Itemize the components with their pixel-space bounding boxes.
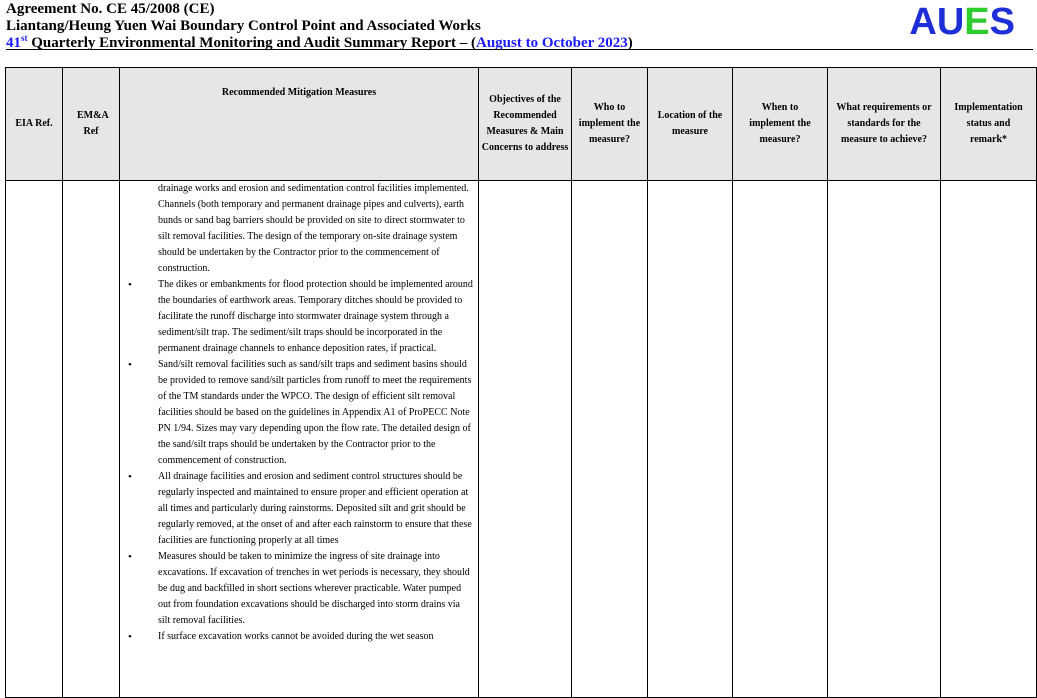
cell-who [572,181,648,698]
cell-ema-ref [63,181,120,698]
report-number-suffix: st [21,33,28,43]
report-title-close: ) [627,35,633,51]
cell-eia-ref [6,181,63,698]
col-eia-ref: EIA Ref. [6,68,63,181]
col-when: When to implement the measure? [733,68,828,181]
logo-s: S [989,1,1015,43]
list-item: • Measures should be taken to minimize the ingress of site drainage into excavations. If excavation of trenches in wet periods is necessary, they should be dug and backfilled in short sections wherever practicable. Water pumped out from foundation excavations should be discharged into storm drains via silt removal facilities. [158,549,474,629]
measures-list [120,181,478,645]
cell-objectives [479,181,572,698]
header-rule [6,49,1033,50]
report-period: August to October 2023 [475,35,628,51]
col-requirements: What requirements or standards for the measure to achieve? [828,68,941,181]
cell-location [648,181,733,698]
cell-implementation-status [941,181,1037,698]
table-row [6,181,1037,698]
list-item: • Sand/silt removal facilities such as sand/silt traps and sediment basins should be provided to remove sand/silt particles from runoff to meet the requirements of the TM standards under the WPCO. The design of efficient silt removal facilities should be based on the guidelines in Appendix A1 of ProPECC Note PN 1/94. Sizes may vary depending upon the flow rate. The detailed design of the sand/silt traps should be undertaken by the Contractor prior to the commencement of construction. [158,357,474,469]
report-title-text: Quarterly Environmental Monitoring and Audit Summary Report – ( [27,35,476,51]
aues-logo [909,2,1015,42]
list-item: • The dikes or embankments for flood protection should be implemented around the boundaries of earthwork areas. Temporary ditches should be provided to facilitate the runoff discharge into stormwater drainage system through a sediment/silt trap. The sediment/silt traps should be incorporated in the permanent drainage channels to enhance deposition rates, if practical. [158,277,474,357]
cell-mitigation-measures [120,181,479,698]
col-implementation-status: Implementation status and remark* [941,68,1037,181]
list-item: • All drainage facilities and erosion and sediment control structures should be regularly inspected and maintained to ensure proper and efficient operation at all times and particularly during rainstorms. Deposited silt and grit should be regularly removed, at the onset of and after each rainstorm to ensure that these facilities are functioning properly at all times [158,469,474,549]
cell-when [733,181,828,698]
col-who: Who to implement the measure? [572,68,648,181]
cell-requirements [828,181,941,698]
logo-au: AU [909,1,965,43]
table-header-row [6,68,1037,181]
list-item: • If surface excavation works cannot be avoided during the wet season [158,629,474,645]
col-objectives: Objectives of the Recommended Measures & Main Concerns to address [479,68,572,181]
logo-e: E [964,1,990,43]
report-number: 41 [6,35,21,51]
col-location: Location of the measure [648,68,733,181]
project-title: Liantang/Heung Yuen Wai Boundary Control Point and Associated Works [6,18,481,34]
col-ema-ref: EM&A Ref [63,68,120,181]
agreement-number: Agreement No. CE 45/2008 (CE) [6,1,215,17]
list-item: drainage works and erosion and sedimentation control facilities implemented. Channels (both temporary and permanent drainage pipes and culverts), earth bunds or sand bag barriers should be provided on site to direct stormwater to silt removal facilities. The design of the temporary on-site drainage system should be undertaken by the Contractor prior to the commencement of construction. [158,183,469,274]
col-mitigation-measures: Recommended Mitigation Measures [120,68,479,181]
mitigation-table [5,67,1037,698]
